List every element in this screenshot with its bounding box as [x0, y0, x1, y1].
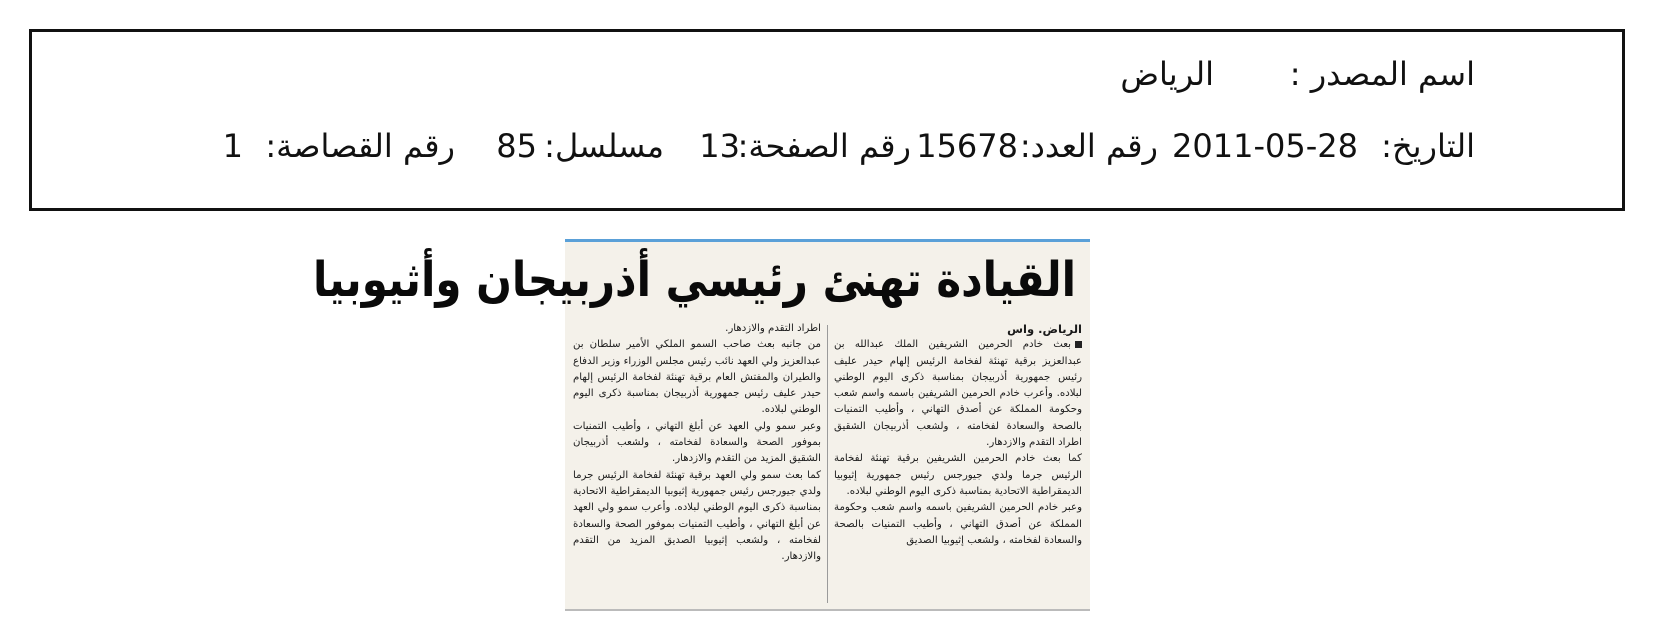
serial-label: مسلسل: [544, 127, 664, 165]
clipping-label: رقم القصاصة: [265, 127, 455, 165]
article-paragraph: كما بعث سمو ولي العهد برقية تهنئة لفخامة الرئيس جرما ولدي جيورجس رئيس جمهورية إثيوبيا الديمقراطية الاتحادية بمناسبة ذكرى اليوم الوطني لبلاده. وأعرب سمو ولي العهد عن أبلغ التهاني ، وأطيب التمنيات بموفور الصحة والسعادة لفخامته ، ولشعب إثيوبيا الصديق المزيد من التقدم والازدهار. [573, 469, 821, 563]
article-paragraph: وعبر سمو ولي العهد عن أبلغ التهاني ، وأطيب التمنيات بموفور الصحة والسعادة لفخامته ، ولشعب أذربيجان الشقيق المزيد من التقدم والازدهار. [573, 420, 821, 465]
page-value: 13 [699, 127, 740, 165]
date-value: 2011-05-28 [1172, 127, 1358, 165]
date-label: التاريخ: [1381, 127, 1475, 165]
article-paragraph: من جانبه بعث صاحب السمو الملكي الأمير سلطان بن عبدالعزيز ولي العهد نائب رئيس مجلس الوزراء وزير الدفاع والطيران والمفتش العام برقية تهنئة لفخامة الرئيس إلهام حيدر عليف رئيس جمهورية أذربيجان بمناسبة ذكرى اليوم الوطني لبلاده. [573, 339, 821, 416]
source-info-box [29, 29, 1625, 211]
page-label: رقم الصفحة: [737, 127, 911, 165]
article-paragraph: كما بعث خادم الحرمين الشريفين برقية تهنئة لفخامة الرئيس جرما ولدي جيورجس رئيس جمهورية إثيوبيا الديمقراطية الاتحادية بمناسبة ذكرى اليوم الوطني لبلاده. [834, 453, 1082, 497]
article-column-left [573, 321, 821, 606]
article-paragraph: وعبر خادم الحرمين الشريفين باسمه واسم شعب وحكومة المملكة عن أصدق التهاني ، وأطيب التمنيات بالصحة والسعادة لفخامته ، ولشعب إثيوبيا الصديق [834, 502, 1082, 546]
article-headline: القيادة تهنئ رئيسي أذربيجان وأثيوبيا [313, 251, 1076, 308]
source-value: الرياض [1120, 55, 1214, 93]
source-label: اسم المصدر : [1289, 55, 1475, 93]
serial-value: 85 [496, 127, 537, 165]
issue-value: 15678 [916, 127, 1018, 165]
issue-label: رقم العدد: [1019, 127, 1158, 165]
news-clipping [313, 239, 1090, 611]
article-paragraph: بعث خادم الحرمين الشريفين الملك عبدالله بن عبدالعزيز برقية تهنئة لفخامة الرئيس إلهام حيدر عليف رئيس جمهورية أذربيجان بمناسبة ذكرى اليوم الوطني لبلاده. وأعرب خادم الحرمين الشريفين باسمه واسم شعب وحكومة المملكة عن أصدق التهاني ، وأطيب التمنيات بالصحة والسعادة لفخامته ، ولشعب أذربيجان الشقيق اطراد التقدم والازدهار. [834, 339, 1082, 449]
article-paragraph: اطراد التقدم والازدهار. [725, 323, 821, 334]
bullet-square-icon [1075, 341, 1082, 348]
article-dateline: الرياض. واس [1007, 322, 1082, 336]
clipping-bottom-rule [565, 609, 1090, 611]
column-divider [827, 325, 828, 603]
article-column-right [834, 321, 1082, 606]
clipping-value: 1 [222, 127, 243, 165]
